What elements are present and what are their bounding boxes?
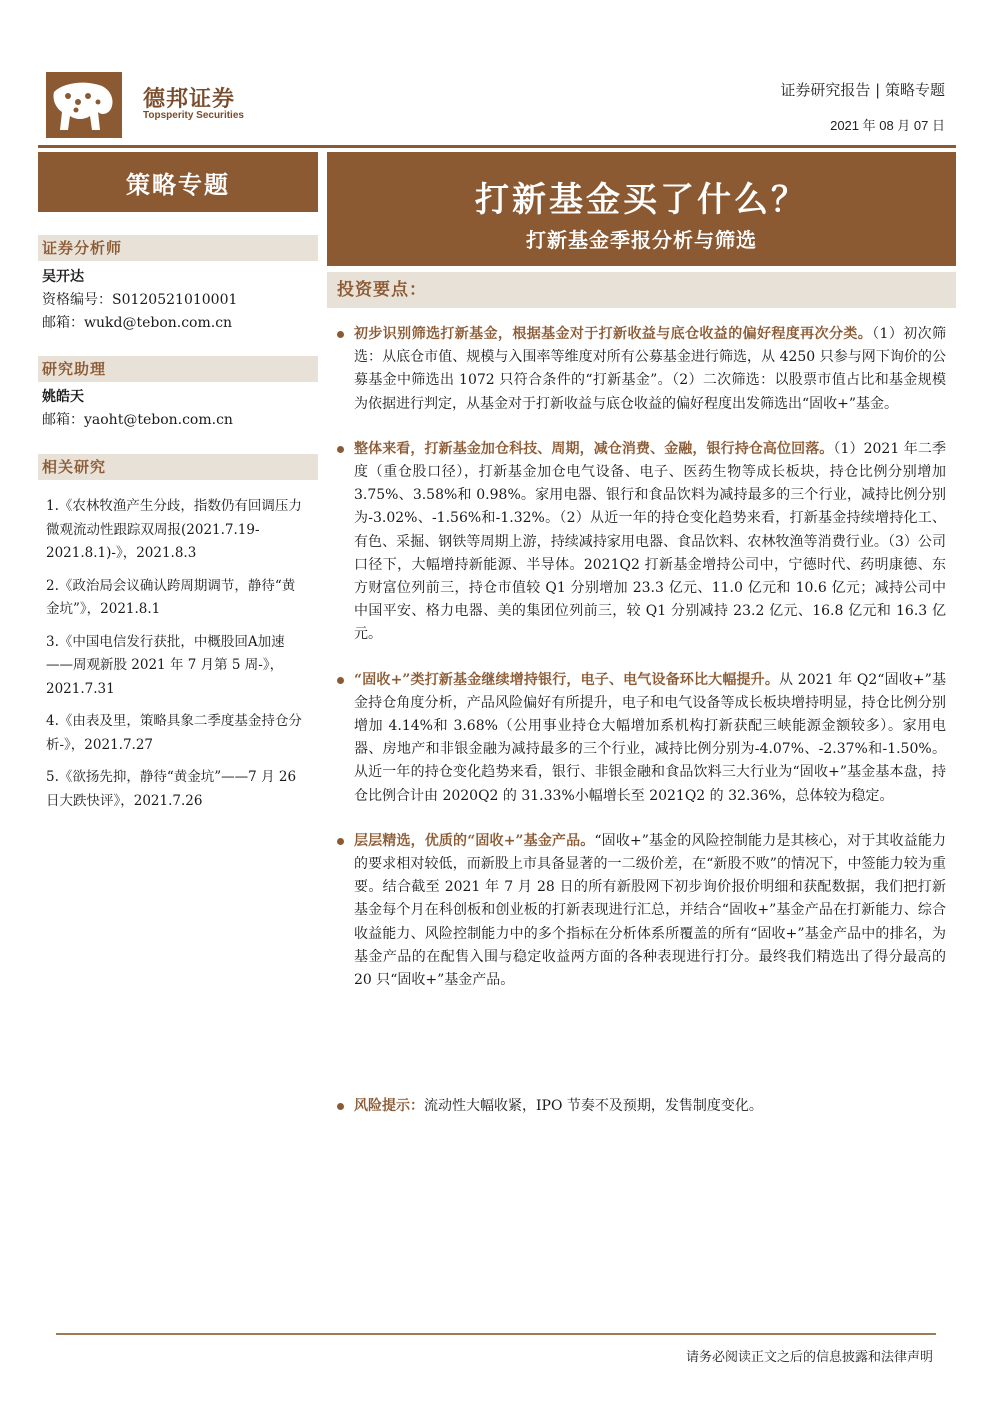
key-point-text: “固收+”基金的风险控制能力是其核心，对于其收益能力的要求相对较低，而新股上市具备显著的一二级价差，在“新股不败”的情况下，中签能力较为重要。结合截至 2021 年 7 月 28 日的所有新股网下初步询价报价明细和获配数据，我们把打新基金每个月在科创板和创业板的打新表现进行汇总，并结合“固收+”基金产品在打新能力、综合收益能力、风险控制能力中的多个指标在分析体系所覆盖的所有“固收+”基金产品中的排名，为基金产品的在配售入围与稳定收益两方面的各种表现进行打分。最终我们精选出了得分最高的 20 只“固收+”基金产品。 bbox=[354, 832, 946, 989]
bullet-dot-icon bbox=[337, 677, 344, 684]
key-point-text: （1）2021 年二季度（重仓股口径），打新基金加仓电气设备、电子、医药生物等成长板块，持仓比例分别增加 3.75%、3.58%和 0.98%。家用电器、银行和食品饮料为减持最多的三个行业，减持比例分别为-3.02%、-1.56%和-1.32%。（2）从近一年的持仓变化趋势来看，打新基金持续增持化工、有色、采掘、钢铁等周期上游，持续减持家用电器、食品饮料、农林牧渔等消费行业。（3）公司口径下，大幅增持新能源、半导体。2021Q2 打新基金增持公司中，宁德时代、药明康德、东方财富位列前三，持仓市值较 Q1 分别增加 23.3 亿元、11.0 亿元和 10.6 亿元；减持公司中中国平安、格力电器、美的集团位列前三，较 Q1 分别减持 23.2 亿元、16.8 亿元和 16.3 亿元。 bbox=[354, 440, 946, 643]
footer-disclaimer: 请务必阅读正文之后的信息披露和法律声明 bbox=[685, 1350, 933, 1365]
analyst-cert: 资格编号：S0120521010001 bbox=[42, 292, 238, 308]
bullet-dot-icon bbox=[337, 331, 344, 338]
key-points-list bbox=[334, 323, 946, 1014]
logo-mark bbox=[46, 72, 122, 138]
related-item[interactable]: 1.《农林牧渔产生分歧，指数仍有回调压力微观流动性跟踪双周报(2021.7.19-2021.8.1)-》，2021.8.3 bbox=[46, 498, 302, 561]
header-divider bbox=[38, 145, 956, 148]
related-item[interactable]: 3.《中国电信发行获批，中概股回A加速——周观新股 2021 年 7 月第 5 周-》，2021.7.31 bbox=[46, 633, 285, 697]
key-point bbox=[334, 438, 946, 647]
title-block bbox=[327, 152, 956, 266]
key-point bbox=[334, 669, 946, 808]
bullet-dot-icon bbox=[337, 446, 344, 453]
category-banner: 策略专题 bbox=[38, 152, 318, 212]
key-point-lead: “固收+”类打新基金继续增持银行，电子、电气设备环比大幅提升。 bbox=[354, 671, 780, 688]
key-point-text: （1）初次筛选：从底仓市值、规模与入围率等维度对所有公募基金进行筛选，从 4250 只参与网下询价的公募基金中筛选出 1072 只符合条件的“打新基金”。（2）二次筛选：以股票市值占比和基金规模为依据进行判定，从基金对于打新收益与底仓收益的偏好程度出发筛选出“固收+”基金。 bbox=[354, 326, 946, 412]
bullet-dot-icon bbox=[337, 838, 344, 845]
report-date: 2021 年 08 月 07 日 bbox=[830, 118, 945, 133]
related-item[interactable]: 5.《欲扬先抑，静待“黄金坑”——7 月 26 日大跌快评》，2021.7.26 bbox=[46, 769, 297, 809]
related-section-heading: 相关研究 bbox=[38, 454, 318, 480]
related-item[interactable]: 4.《由表及里，策略具象二季度基金持仓分析-》，2021.7.27 bbox=[46, 713, 302, 753]
company-name-en: Topsperity Securities bbox=[143, 110, 244, 121]
risk-text: 流动性大幅收紧，IPO 节奏不及预期，发售制度变化。 bbox=[424, 1098, 763, 1114]
key-point-lead: 初步识别筛选打新基金，根据基金对于打新收益与底仓收益的偏好程度再次分类。 bbox=[354, 326, 873, 342]
analyst-section-heading: 证券分析师 bbox=[38, 235, 318, 261]
key-point-lead: 整体来看，打新基金加仓科技、周期，减仓消费、金融，银行持仓高位回落。 bbox=[354, 440, 834, 457]
assistant-email[interactable]: 邮箱：yaoht@tebon.com.cn bbox=[42, 412, 233, 428]
key-point bbox=[334, 830, 946, 992]
footer-divider bbox=[56, 1333, 936, 1335]
analyst-email[interactable]: 邮箱：wukd@tebon.com.cn bbox=[42, 315, 233, 331]
report-title: 打新基金买了什么？ bbox=[475, 180, 808, 220]
bullet-dot-icon bbox=[337, 1103, 344, 1110]
analyst-name: 吴开达 bbox=[42, 269, 84, 285]
company-name: 德邦证券 bbox=[143, 87, 236, 112]
risk-warning bbox=[334, 1095, 946, 1118]
assistant-section-heading: 研究助理 bbox=[38, 356, 318, 382]
key-point-text: 从 2021 年 Q2“固收+”基金持仓角度分析，产品风险偏好有所提升，电子和电气设备等成长板块增持明显，持仓比例分别增加 4.14%和 3.68%（公用事业持仓大幅增加系机构打新获配三峡能源金额较多）。家用电器、房地产和非银金融为减持最多的三个行业，减持比例分别为-4.07%、-2.37%和-1.50%。从近一年的持仓变化趋势来看，银行、非银金融和食品饮料三大行业为“固收+”基金基本盘，持仓比例合计由 2020Q2 的 31.33%小幅增长至 2021Q2 的 32.36%，总体较为稳定。 bbox=[354, 671, 946, 804]
leopard-logo-icon bbox=[46, 72, 122, 138]
report-type: 证券研究报告 | 策略专题 bbox=[780, 81, 945, 99]
related-research-list bbox=[46, 495, 304, 822]
key-point-lead: 层层精选，优质的“固收+”基金产品。 bbox=[354, 832, 595, 849]
report-subtitle: 打新基金季报分析与筛选 bbox=[526, 228, 757, 252]
risk-item bbox=[334, 1095, 946, 1118]
key-point bbox=[334, 323, 946, 416]
related-item[interactable]: 2.《政治局会议确认跨周期调节，静待“黄金坑”》，2021.8.1 bbox=[46, 577, 296, 617]
key-points-heading: 投资要点： bbox=[327, 272, 956, 308]
assistant-name: 姚皓天 bbox=[42, 389, 84, 405]
risk-lead: 风险提示： bbox=[354, 1098, 424, 1114]
